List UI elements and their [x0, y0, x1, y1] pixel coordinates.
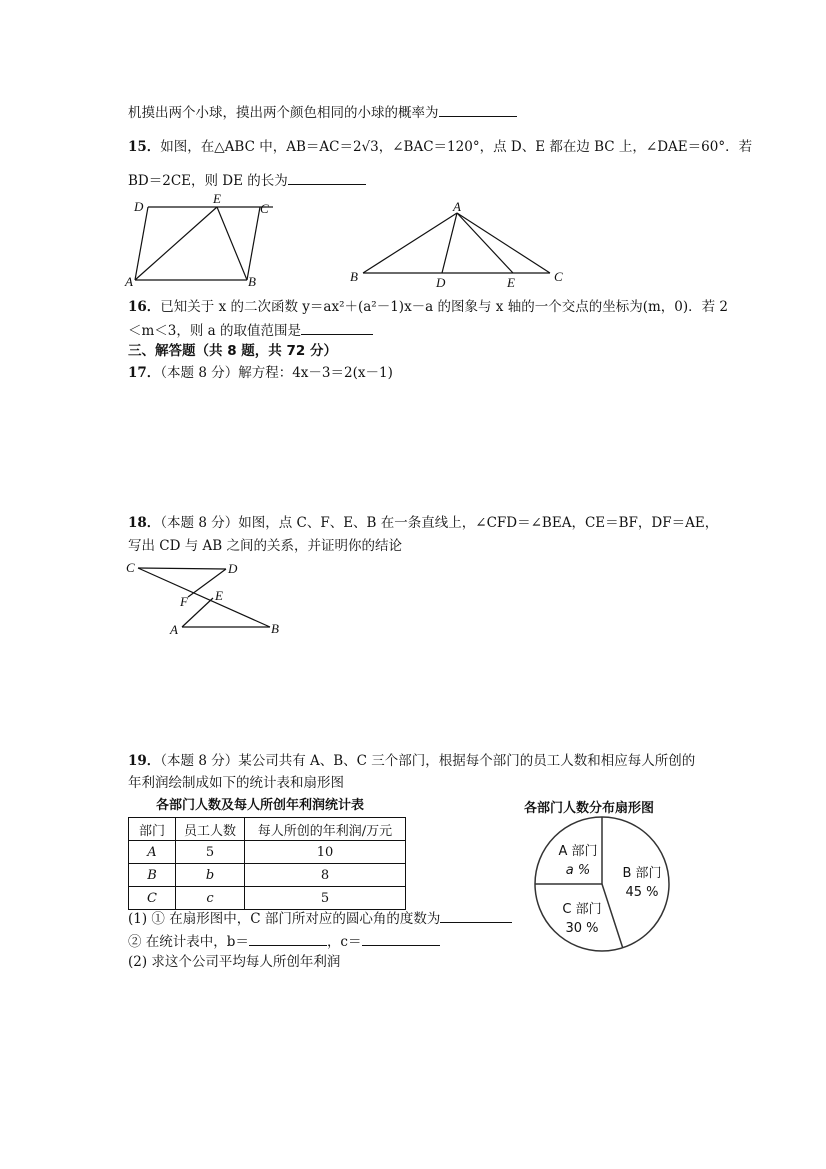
q18-number: 18．: [128, 515, 161, 531]
table-row: [129, 841, 406, 864]
q15-answer-blank[interactable]: [288, 170, 366, 185]
pie-slice-c: [552, 898, 612, 936]
q19-sub3-text: (2) 求这个公司平均每人所创年利润: [128, 954, 341, 970]
q15-line2: [128, 170, 366, 190]
q15-triangle-figure: [350, 199, 563, 290]
pie-c-label: C 部门: [562, 902, 602, 917]
q15-number: 15．: [128, 139, 161, 155]
q16-answer-blank[interactable]: [301, 320, 373, 335]
q15-tri-label-A: A: [453, 199, 461, 214]
q14-answer-blank[interactable]: [439, 102, 517, 117]
pie-b-value: 45 %: [625, 885, 659, 900]
q19-b-blank[interactable]: [249, 931, 327, 946]
q18-label-C: C: [126, 560, 135, 575]
q16-text-1: 已知关于 x 的二次函数 y＝ax²＋(a²－1)x－a 的图象与 x 轴的一个交点的坐标为(m，0)．若 2: [160, 299, 729, 315]
table-cell: 10: [245, 841, 406, 864]
q17-number: 17．: [128, 365, 161, 381]
pie-title: 各部门人数分布扇形图: [524, 801, 655, 816]
q14-line: [128, 102, 517, 122]
q16-line1: [128, 298, 728, 316]
q17-line: [128, 364, 393, 382]
table-cell: 5: [176, 841, 245, 864]
q15-figures: [120, 190, 580, 295]
q19-sub1: [128, 908, 512, 928]
q19-sub1-blank[interactable]: [440, 908, 512, 923]
q19-table-title: 各部门人数及每人所创年利润统计表: [156, 798, 365, 813]
table-header-cell: 每人所创的年利润/万元: [245, 818, 406, 841]
table-row: [129, 864, 406, 887]
pie-a-label: A 部门: [558, 844, 598, 859]
pie-a-value: a %: [565, 863, 591, 878]
q19-text-1: （本题 8 分）某公司共有 A、B、C 三个部门，根据每个部门的员工人数和相应每人所创的: [160, 753, 696, 769]
q18-text-1: （本题 8 分）如图，点 C、F、E、B 在一条直线上，∠CFD＝∠BEA，CE＝BF，DF＝AE，: [160, 515, 719, 531]
q19-text-2: 年利润绘制成如下的统计表和扇形图: [128, 775, 344, 791]
pie-slice-a: [548, 840, 608, 878]
pie-c-value: 30 %: [565, 921, 599, 936]
q15-rect-label-A: A: [125, 274, 133, 289]
q14-text: 机摸出两个小球，摸出两个颜色相同的小球的概率为: [128, 105, 439, 121]
q18-line1: [128, 514, 718, 532]
q15-tri-label-D: D: [436, 275, 446, 290]
pie-slice-b: [612, 862, 672, 900]
q15-tri-label-B: B: [350, 269, 358, 284]
q19-sub2-text-b: ，c＝: [326, 934, 362, 950]
table-cell: A: [129, 841, 176, 864]
q15-text-2: BD＝2CE，则 DE 的长为: [128, 173, 288, 189]
q19-c-blank[interactable]: [362, 931, 440, 946]
q19-sub3: [128, 953, 340, 971]
q15-tri-label-E: E: [507, 275, 515, 290]
table-header-row: [129, 818, 406, 841]
table-header-cell: 部门: [129, 818, 176, 841]
q15-text-1: 如图，在△ABC 中，AB＝AC＝2√3，∠BAC＝120°，点 D、E 都在边 BC 上，∠DAE＝60°．若: [160, 139, 753, 155]
q15-parallelogram-figure: [124, 191, 273, 289]
q15-rect-label-E: E: [213, 191, 221, 206]
q19-sub1-text: (1) ① 在扇形图中，C 部门所对应的圆心角的度数为: [128, 911, 441, 927]
pie-b-label: B 部门: [622, 866, 662, 881]
q15-line1: [128, 138, 752, 156]
q19-line2: [128, 774, 344, 792]
table-cell: b: [176, 864, 245, 887]
table-cell: 8: [245, 864, 406, 887]
q16-text-2: ＜m＜3，则 a 的取值范围是: [128, 323, 302, 339]
q17-text: （本题 8 分）解方程：4x－3＝2(x－1): [160, 365, 393, 381]
q19-line1: [128, 752, 695, 770]
q18-line2: [128, 537, 402, 555]
table-cell: c: [176, 887, 245, 910]
table-cell: 5: [245, 887, 406, 910]
q18-text-2: 写出 CD 与 AB 之间的关系，并证明你的结论: [128, 538, 402, 554]
q18-label-B: B: [271, 621, 279, 636]
q19-sub2: [128, 931, 440, 951]
q15-tri-label-C: C: [554, 269, 563, 284]
q18-label-E: E: [215, 588, 223, 603]
q19-number: 19．: [128, 753, 161, 769]
table-row: [129, 887, 406, 910]
q16-number: 16．: [128, 299, 161, 315]
q18-figure: [120, 556, 300, 638]
table-cell: C: [129, 887, 176, 910]
q15-rect-label-D: D: [134, 199, 144, 214]
table-header-cell: 员工人数: [176, 818, 245, 841]
q18-label-F: F: [180, 594, 188, 609]
q18-label-D: D: [228, 561, 238, 576]
q18-label-A: A: [170, 622, 178, 637]
q19-stat-table: [128, 817, 406, 910]
q19-sub2-text-a: ② 在统计表中，b＝: [128, 934, 249, 950]
q16-line2: [128, 320, 373, 340]
q15-rect-label-C: C: [260, 201, 269, 216]
q15-rect-label-B: B: [248, 274, 256, 289]
section3-title: 三、解答题（共 8 题，共 72 分）: [128, 343, 337, 359]
table-cell: B: [129, 864, 176, 887]
